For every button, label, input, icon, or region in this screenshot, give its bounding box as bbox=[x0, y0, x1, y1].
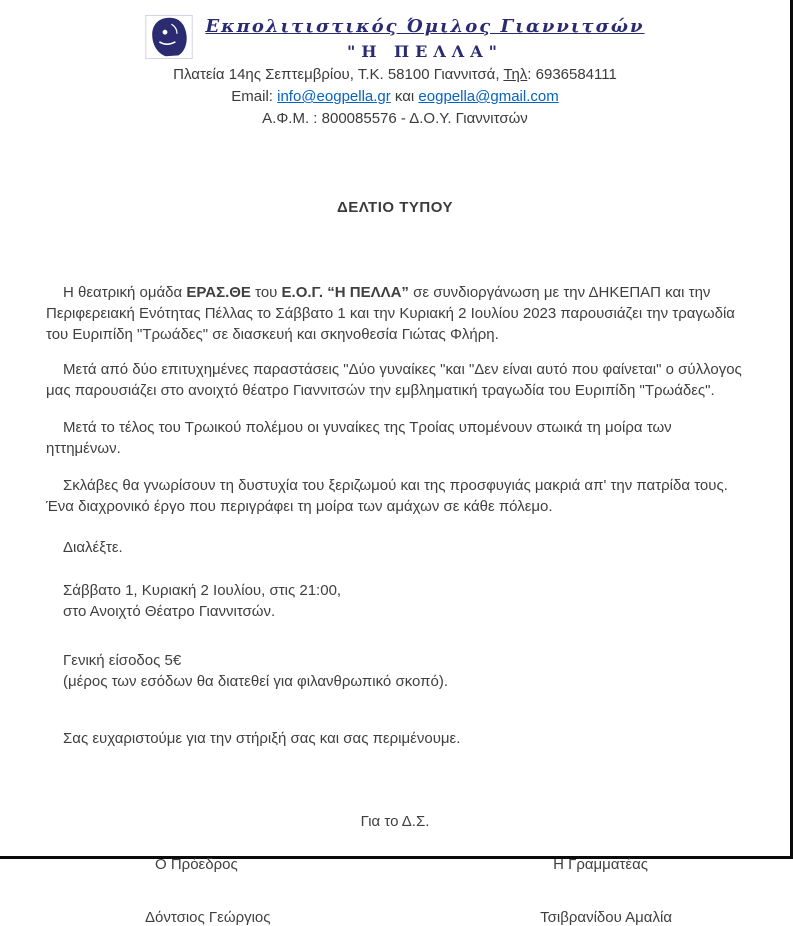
intro-bold-org: Ε.Ο.Γ. “Η ΠΕΛΛΑ” bbox=[281, 284, 409, 301]
ticket-note: (μέρος των εσόδων θα διατεθεί για φιλανθρωπικό σκοπό). bbox=[63, 673, 448, 690]
schedule-venue: στο Ανοιχτό Θέατρο Γιαννιτσών. bbox=[63, 603, 276, 620]
paragraph-thanks: Σας ευχαριστούμε για την στήριξή σας και σας περιμένουμε. bbox=[63, 730, 461, 747]
address-text: Πλατεία 14ης Σεπτεμβρίου, Τ.Κ. 58100 Γιαννιτσά, bbox=[173, 66, 504, 83]
phone-number: : 6936584111 bbox=[527, 66, 617, 83]
address-line bbox=[0, 66, 790, 83]
org-subtitle: "Η ΠΕΛΛΑ" bbox=[347, 42, 503, 61]
signature-names-row bbox=[0, 909, 790, 926]
org-name: Εκπολιτιστικός Όμιλος Γιαννιτσών bbox=[205, 16, 645, 37]
president-title: Ο Πρόεδρος bbox=[155, 856, 238, 873]
email-link-secondary[interactable]: eogpella@gmail.com bbox=[418, 88, 559, 105]
email-label: Email: bbox=[231, 88, 278, 105]
intro-bold-group: ΕΡΑΣ.ΘΕ bbox=[186, 284, 251, 301]
secretary-name: Τσιβρανίδου Αμαλία bbox=[540, 909, 672, 926]
intro-text-3: σε συνδιοργάνωση με την ΔΗΚΕΠΑΠ και την Περιφερειακή Ενότητας Πέλλας το Σάββατο 1 και την Κυριακή 2 Ιουλίου 2023 παρουσιάζει την τραγωδία του Ευριπίδη "Τρωάδες" σε διασκευή και σκηνοθεσία Γιώτας Φλήρη. bbox=[46, 284, 735, 343]
org-logo-icon bbox=[145, 14, 193, 60]
letterhead-top bbox=[0, 14, 790, 61]
email-line bbox=[0, 88, 790, 105]
intro-text-1: Η θεατρική ομάδα bbox=[63, 284, 187, 301]
president-name: Δόντσιος Γεώργιος bbox=[145, 909, 271, 926]
paragraph-choose: Διαλέξτε. bbox=[63, 539, 123, 556]
secretary-title: Η Γραμματέας bbox=[553, 856, 648, 873]
phone-label: Τηλ bbox=[503, 66, 528, 83]
letterhead bbox=[0, 14, 790, 127]
paragraph-intro bbox=[46, 282, 745, 345]
ticket-price: Γενική είσοδος 5€ bbox=[63, 652, 182, 669]
tax-id-line: Α.Φ.Μ. : 800085576 - Δ.Ο.Υ. Γιαννιτσών bbox=[262, 110, 528, 127]
paragraph-schedule bbox=[46, 580, 745, 622]
paragraph-plot-1: Μετά το τέλος του Τρωικού πολέμου οι γυναίκες της Τροίας υπομένουν στωικά τη μοίρα των ηττημένων. bbox=[46, 419, 672, 457]
document-title: ΔΕΛΤΙΟ ΤΥΠΟΥ bbox=[337, 199, 453, 216]
org-titles bbox=[205, 14, 644, 61]
for-the-board-label: Για το Δ.Σ. bbox=[360, 813, 430, 830]
email-link-primary[interactable]: info@eogpella.gr bbox=[277, 88, 391, 105]
paragraph-plot-2: Σκλάβες θα γνωρίσουν τη δυστυχία του ξεριζωμού και της προσφυγιάς μακριά απ' την πατρίδα τους. Ένα διαχρονικό έργο που περιγράφει τη μοίρα των αμάχων σε κάθε πόλεμο. bbox=[46, 477, 728, 515]
schedule-dates: Σάββατο 1, Κυριακή 2 Ιουλίου, στις 21:00, bbox=[63, 582, 342, 599]
intro-text-2: του bbox=[250, 284, 282, 301]
email-conjunction: και bbox=[390, 88, 419, 105]
document-body bbox=[46, 282, 745, 749]
paragraph-tickets bbox=[46, 650, 745, 692]
paragraph-previous-shows: Μετά από δύο επιτυχημένες παραστάσεις "Δύο γυναίκες "και "Δεν είναι αυτό που φαίνεται" ο σύλλογος μας παρουσιάζει στο ανοιχτό θέατρο Γιαννιτσών την εμβληματική τραγωδία του Ευριπίδη "Τρωάδες". bbox=[46, 361, 742, 399]
